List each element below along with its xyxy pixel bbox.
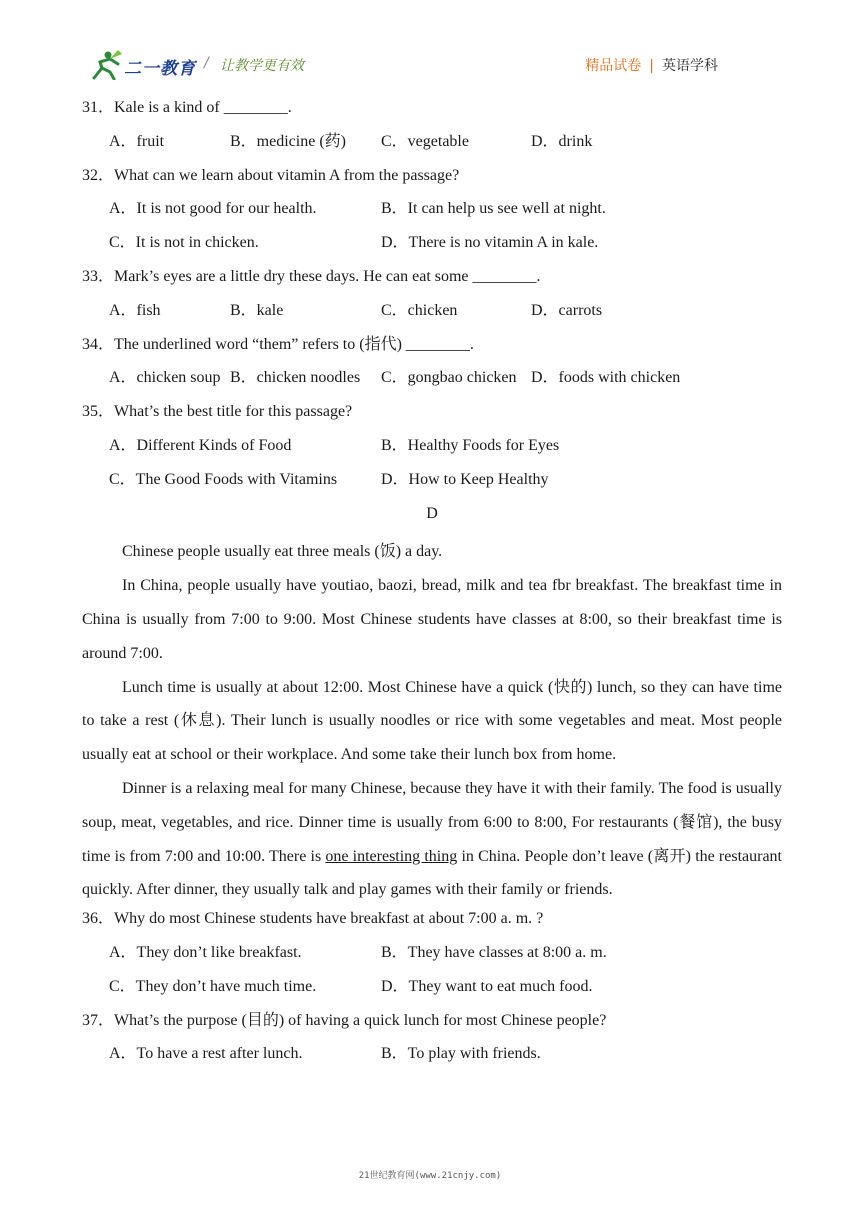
question-32-options-row1: [82, 197, 782, 231]
slogan-separator: /: [204, 55, 209, 71]
option-d: D．There is no vitamin A in kale.: [381, 234, 599, 252]
question-34-stem: 34．The underlined word “them” refers to (指代) ________.: [82, 335, 474, 353]
header-subject: [585, 55, 718, 75]
question-36-options-row2: [82, 975, 782, 1009]
option-d: D．drink: [531, 132, 593, 150]
underlined-phrase: one interesting thing: [325, 847, 458, 865]
question-31-stem: 31．Kale is a kind of ________.: [82, 99, 292, 116]
option-a: A．fish: [109, 301, 161, 319]
option-a: A．It is not good for our health.: [109, 200, 317, 218]
question-32-options-row2: [82, 231, 782, 265]
header-divider: |: [649, 58, 654, 74]
passage-paragraph-2: In China, people usually have youtiao, baozi, bread, milk and tea fbr breakfast. The breakfast time in China is usually from 7:00 to 9:00. Most Chinese students have classes at 8:00, so their breakfast time is around 7:00.: [82, 577, 782, 662]
page-footer: 21世纪教育网(www.21cnjy.com): [358, 1171, 502, 1181]
option-c: C．The Good Foods with Vitamins: [109, 470, 338, 488]
passage-paragraph-1: Chinese people usually eat three meals (饭) a day.: [122, 543, 443, 561]
question-32-stem: 32．What can we learn about vitamin A from the passage?: [82, 166, 460, 184]
option-a: A．To have a rest after lunch.: [109, 1045, 303, 1063]
header-label-quality: 精品试卷: [585, 58, 642, 74]
question-35-options-row2: [82, 468, 782, 502]
option-b: B．To play with friends.: [381, 1045, 541, 1063]
question-37-options-row1: [82, 1042, 782, 1076]
option-c: C．chicken: [381, 301, 458, 319]
option-d: D．foods with chicken: [531, 369, 681, 387]
paragraph-4-part-1: Dinner is a relaxing meal for many Chinese, because they have it with their family. The food is usually soup, meat, vegetables, and rice. Dinner time is usually from 6:00 to 8:00, For restaurants (餐馆), the busy time is from 7:00 and 10:00. There is: [82, 779, 782, 865]
question-36-options-row1: [82, 941, 782, 975]
question-33-stem: 33．Mark’s eyes are a little dry these days. He can eat some ________.: [82, 267, 541, 285]
question-35-stem: 35．What’s the best title for this passage?: [82, 403, 353, 421]
option-a: A．They don’t like breakfast.: [109, 943, 302, 961]
section-d-heading: D: [426, 504, 438, 522]
option-b: B．chicken noodles: [230, 369, 361, 387]
paragraph-4-part-2: in China. People don’t leave (离开) the restaurant quickly. After dinner, they usually talk and play games with their family or friends.: [82, 847, 783, 899]
question-31-options: [82, 130, 782, 164]
option-c: C．vegetable: [381, 132, 469, 150]
option-b: B．Healthy Foods for Eyes: [381, 436, 560, 454]
page-header: [0, 0, 860, 90]
option-b: B．It can help us see well at night.: [381, 200, 606, 218]
header-label-subject: 英语学科: [662, 58, 718, 74]
exam-content: [82, 96, 782, 1076]
option-a: A．chicken soup: [109, 369, 221, 387]
passage-paragraph-4: [82, 772, 782, 907]
option-c: C．They don’t have much time.: [109, 977, 317, 995]
logo-text: 二一教育: [124, 59, 196, 79]
option-a: A．fruit: [109, 132, 165, 150]
question-34-options: [82, 366, 782, 400]
option-d: D．How to Keep Healthy: [381, 470, 549, 488]
option-b: B．medicine (药): [230, 132, 346, 150]
option-a: A．Different Kinds of Food: [109, 436, 292, 454]
question-37-stem: 37．What’s the purpose (目的) of having a quick lunch for most Chinese people?: [82, 1011, 607, 1029]
option-c: C．It is not in chicken.: [109, 234, 259, 252]
passage-paragraph-3: Lunch time is usually at about 12:00. Most Chinese have a quick (快的) lunch, so they can have time to take a rest (休息). Their lunch is usually noodles or rice with some vegetables and meat. Most people usually eat at school or their workplace. And some take their lunch box from home.: [82, 678, 782, 764]
question-36-stem: 36．Why do most Chinese students have breakfast at about 7:00 a. m. ?: [82, 910, 544, 928]
option-d: D．carrots: [531, 301, 603, 319]
option-d: D．They want to eat much food.: [381, 977, 593, 995]
option-c: C．gongbao chicken: [381, 369, 517, 387]
option-b: B．They have classes at 8:00 a. m.: [381, 943, 607, 961]
question-35-options-row1: [82, 434, 782, 468]
slogan: 让教学更有效: [220, 58, 304, 74]
option-b: B．kale: [230, 301, 284, 319]
question-33-options: [82, 299, 782, 333]
